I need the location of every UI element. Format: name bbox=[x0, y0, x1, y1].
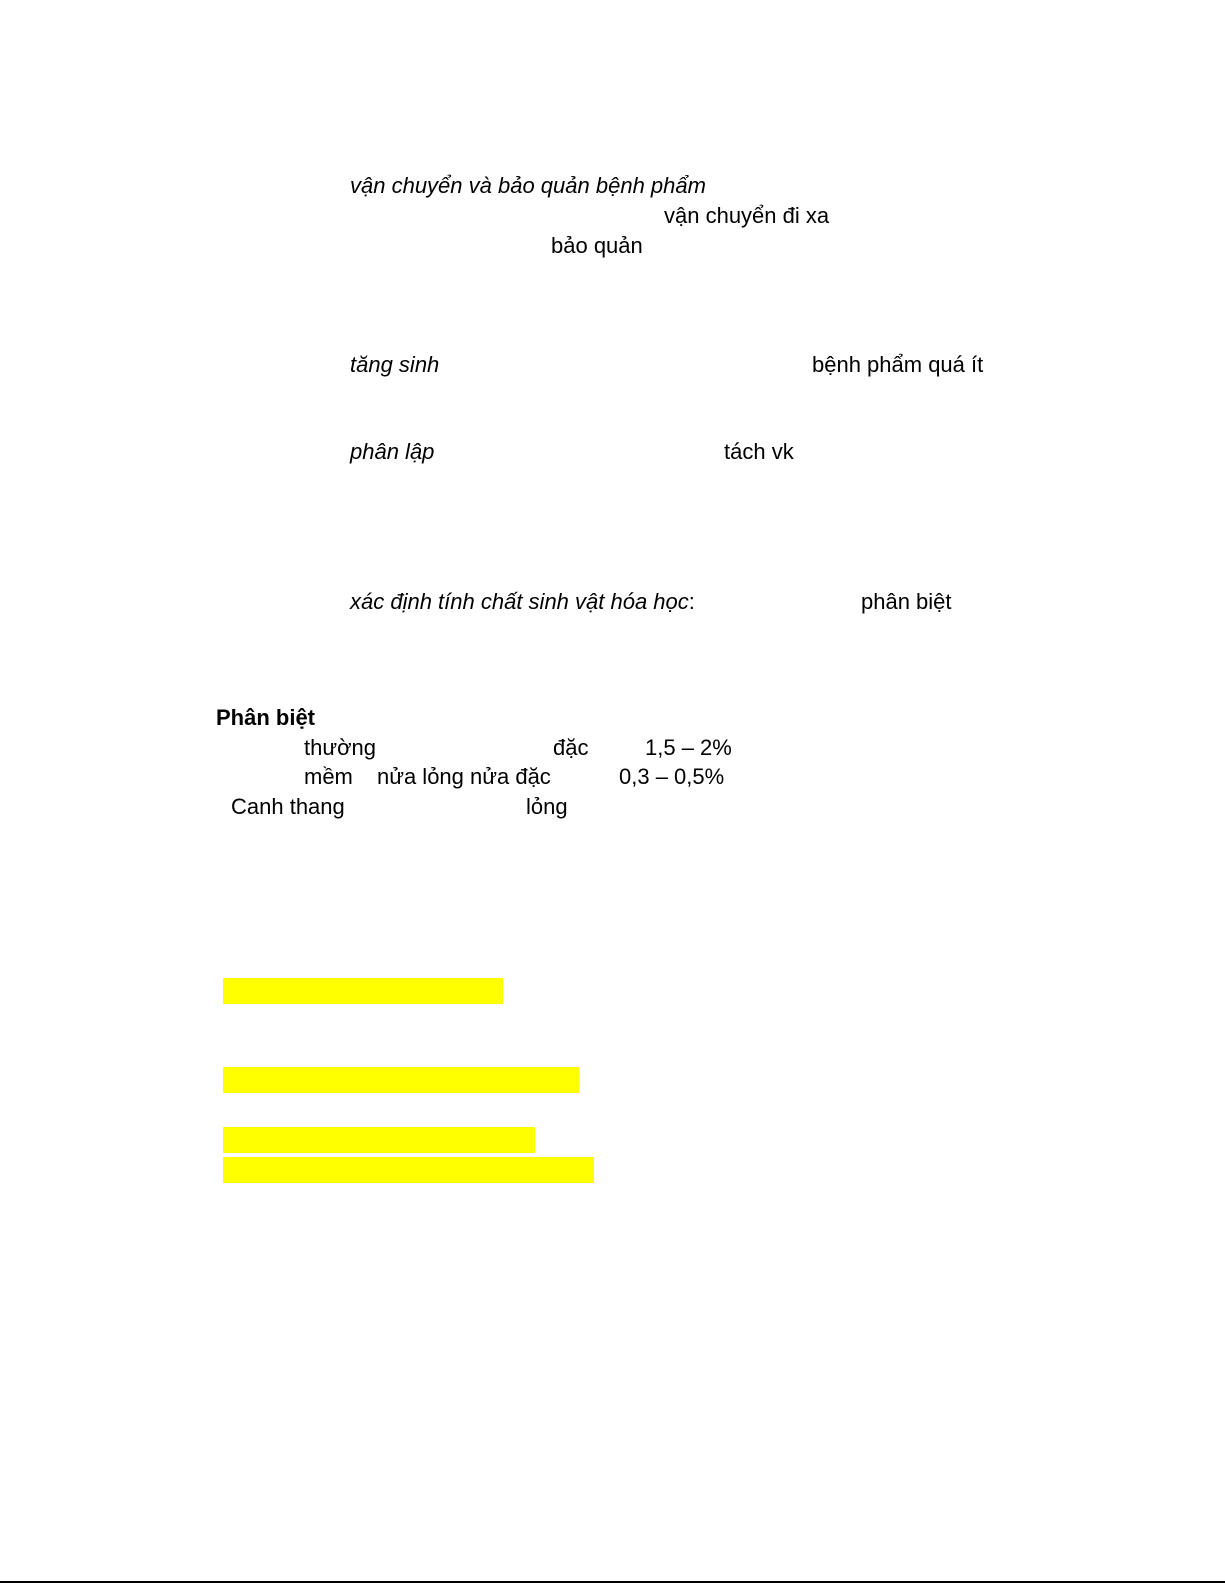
isolation-term: tách vk bbox=[724, 439, 794, 464]
row-name: thường bbox=[304, 735, 376, 760]
highlight-bar bbox=[223, 1067, 579, 1093]
enrichment-term: bệnh phẩm quá ít bbox=[812, 352, 984, 377]
biochemical-heading: xác định tính chất sinh vật hóa học bbox=[350, 589, 689, 614]
biochemical-colon: : bbox=[688, 589, 695, 614]
row-state: nửa lỏng nửa đặc bbox=[377, 764, 551, 789]
biochemical-heading-line bbox=[350, 589, 695, 615]
transport-preserve-heading: vận chuyển và bảo quản bệnh phẩm bbox=[350, 173, 706, 198]
row-value: 1,5 – 2% bbox=[645, 735, 732, 760]
comparison-title: Phân biệt bbox=[216, 705, 316, 730]
row-value: 0,3 – 0,5% bbox=[619, 764, 725, 789]
row-state: lỏng bbox=[526, 794, 568, 819]
enrichment-heading: tăng sinh bbox=[350, 352, 440, 377]
transport-term: vận chuyển đi xa bbox=[664, 203, 830, 228]
preserve-term: bảo quản bbox=[551, 233, 643, 258]
page-bottom-rule bbox=[0, 1581, 1225, 1583]
highlight-bar bbox=[223, 978, 503, 1004]
biochemical-term: phân biệt bbox=[861, 589, 952, 614]
row-name: mềm bbox=[304, 764, 353, 789]
row-state: đặc bbox=[553, 735, 589, 760]
highlight-bar bbox=[223, 1127, 535, 1153]
row-name: Canh thang bbox=[231, 794, 345, 819]
highlight-bar bbox=[223, 1157, 594, 1183]
isolation-heading: phân lập bbox=[350, 439, 435, 464]
